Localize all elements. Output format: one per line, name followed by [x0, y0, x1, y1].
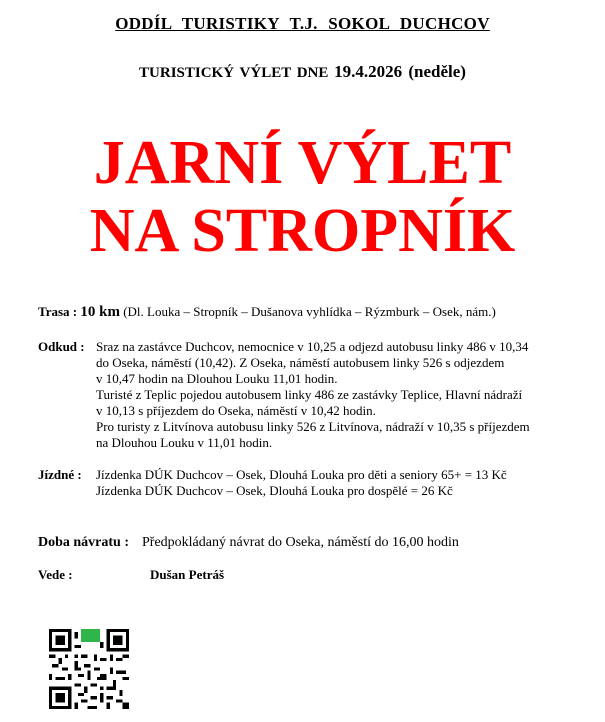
trasa-label: Trasa : — [38, 304, 78, 319]
jizdne-line: Jízdenka DÚK Duchcov – Osek, Dlouhá Louka pro dospělé = 26 Kč — [96, 483, 453, 498]
club-name: ODDÍL TURISTIKY T.J. SOKOL DUCHCOV — [115, 14, 490, 33]
odkud-line: Sraz na zastávce Duchcov, nemocnice v 10,25 a odjezd autobusu linky 486 v 10,34 — [96, 339, 529, 354]
odkud-text — [96, 339, 576, 451]
qr-code — [49, 629, 129, 709]
trasa-route: (Dl. Louka – Stropník – Dušanova vyhlídka – Rýzmburk – Osek, nám.) — [123, 304, 496, 319]
odkud-line: v 10,47 hodin na Dlouhou Louku 11,01 hodin. — [96, 371, 338, 386]
doba-label: Doba návratu : — [38, 535, 130, 550]
odkud-line: v 10,13 s příjezdem do Oseka, náměstí v 10,42 hodin. — [96, 403, 376, 418]
mapy-logo-icon — [81, 629, 100, 642]
doba-row — [38, 535, 459, 551]
trip-prefix: TURISTICKÝ VÝLET DNE — [139, 65, 329, 81]
jizdne-line: Jízdenka DÚK Duchcov – Osek, Dlouhá Louka pro děti a seniory 65+ = 13 Kč — [96, 467, 507, 482]
trasa-distance: 10 km — [80, 304, 120, 320]
trip-date-line — [0, 62, 605, 82]
vede-value: Dušan Petráš — [150, 567, 225, 582]
odkud-line: do Oseka, náměstí (10,42). Z Oseka, náměstí autobusem linky 526 s odjezdem — [96, 355, 505, 370]
vede-label: Vede : — [38, 567, 73, 582]
title-line-2: NA STROPNÍK — [89, 197, 516, 265]
jizdne-text — [96, 467, 507, 499]
odkud-line: Turisté z Teplic pojedou autobusem linky 486 ze zastávky Teplice, Hlavní nádraží — [96, 387, 523, 402]
trasa-row — [38, 304, 496, 320]
doba-value: Předpokládaný návrat do Oseka, náměstí do 16,00 hodin — [142, 535, 459, 550]
jizdne-label: Jízdné : — [38, 467, 82, 482]
odkud-line: na Dlouhou Louku v 11,01 hodin. — [96, 435, 273, 450]
title-line-1: JARNÍ VÝLET — [93, 129, 512, 197]
odkud-line: Pro turisty z Litvínova autobusu linky 526 z Litvínova, nádraží v 10,35 s příjezdem — [96, 419, 530, 434]
odkud-label: Odkud : — [38, 339, 85, 354]
trip-date: 19.4.2026 (neděle) — [334, 62, 466, 81]
